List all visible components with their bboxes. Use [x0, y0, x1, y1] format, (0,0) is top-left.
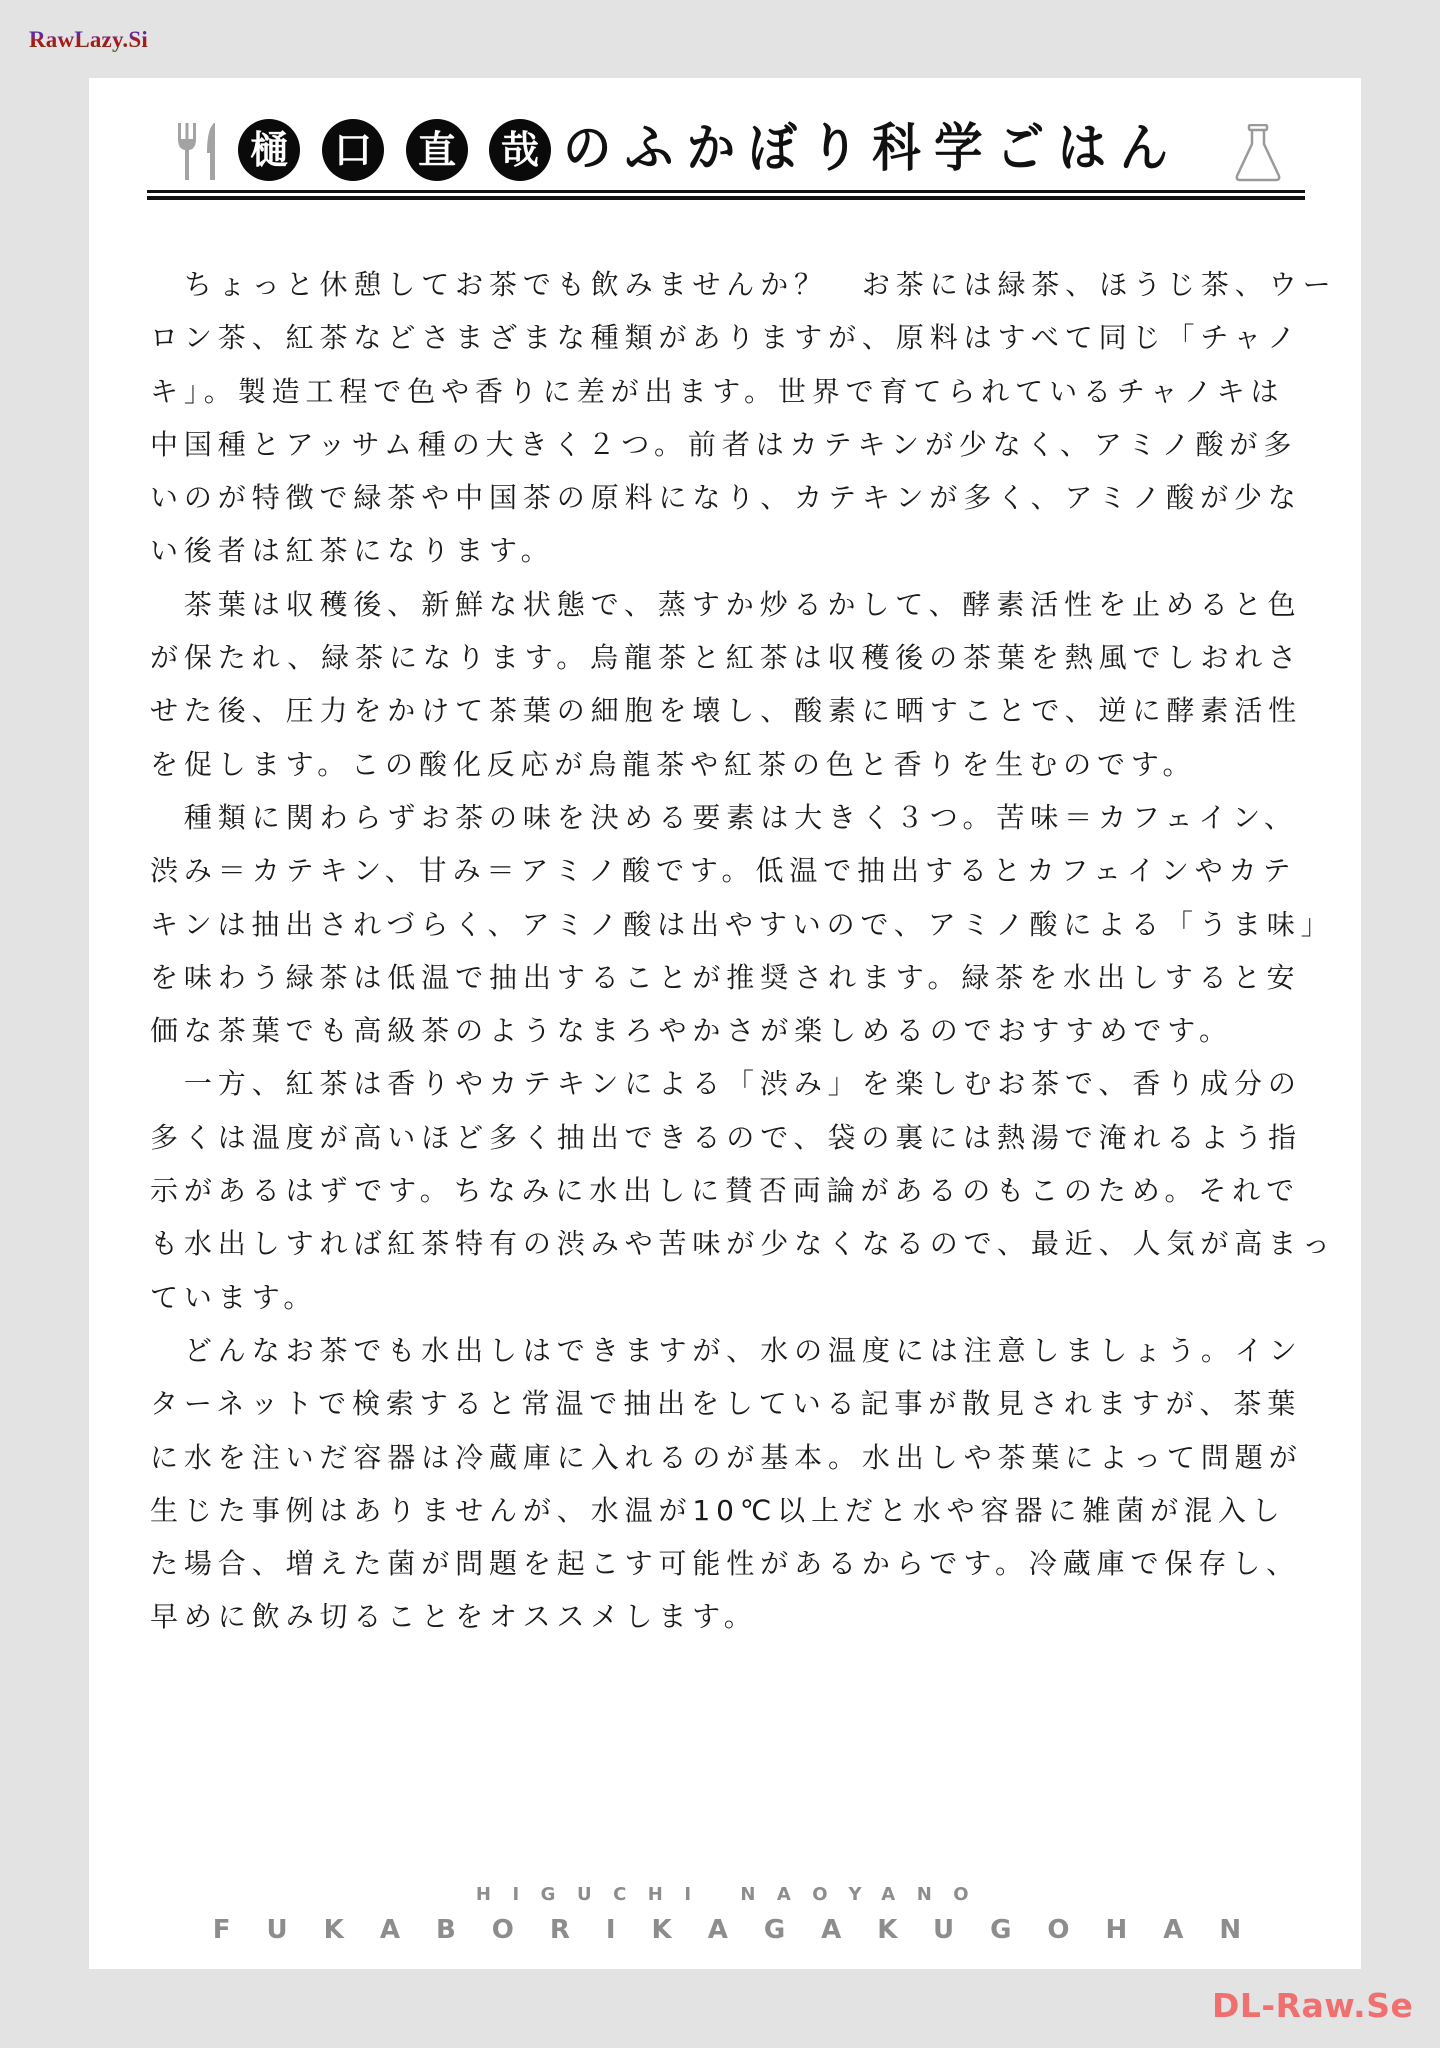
text-line: どんなお茶でも水出しはできますが、水の温度には注意しましょう。イン [150, 1333, 1303, 1367]
text-line: を促します。この酸化反応が烏龍茶や紅茶の色と香りを生むのです。 [150, 747, 1197, 781]
text-line: 生じた事例はありませんが、水温が10℃以上だと水や容器に雑菌が混入し [150, 1493, 1286, 1527]
text-line: いのが特徴で緑茶や中国茶の原料になり、カテキンが多く、アミノ酸が少な [150, 481, 1302, 515]
author-char-circle: 哉 [489, 119, 551, 181]
text-line: が保たれ、緑茶になります。烏龍茶と紅茶は収穫後の茶葉を熱風でしおれさ [150, 641, 1303, 675]
flask-icon [1234, 124, 1282, 182]
author-char-circle: 樋 [238, 119, 300, 181]
text-line: 早めに飲み切ることをオススメします。 [150, 1600, 758, 1634]
text-line: 一方、紅茶は香りやカテキンによる「渋み」を楽しむお茶で、香り成分の [150, 1067, 1302, 1101]
watermark-bottom-right: DL-Raw.Se [1212, 1986, 1414, 2025]
text-line: 多くは温度が高いほど多く抽出できるので、袋の裏には熱湯で淹れるよう指 [150, 1120, 1303, 1154]
column-title: のふかぼり科学ごはん [563, 119, 1182, 179]
footer-romaji-line1: HIGUCHI NAOYANO [475, 1884, 991, 1905]
text-line: 茶葉は収穫後、新鮮な状態で、蒸すか炒るかして、酵素活性を止めると色 [150, 587, 1302, 621]
text-line: 渋み＝カテキン、甘み＝アミノ酸です。低温で抽出するとカフェインやカテ [150, 854, 1297, 888]
column-header [89, 78, 1361, 278]
text-line: い後者は紅茶になります。 [150, 534, 555, 568]
text-line: 種類に関わらずお茶の味を決める要素は大きく３つ。苦味＝カフェイン、 [150, 800, 1298, 834]
text-line: ロン茶、紅茶などさまざまな種類がありますが、原料はすべて同じ「チャノ [150, 321, 1302, 355]
text-line: 中国種とアッサム種の大きく２つ。前者はカテキンが少なく、アミノ酸が多 [150, 427, 1298, 461]
author-char-circle: 口 [322, 119, 384, 181]
article-page [89, 78, 1361, 1969]
text-line: を味わう緑茶は低温で抽出することが推奨されます。緑茶を水出しすると安 [150, 960, 1301, 994]
article-body [150, 258, 1337, 1644]
text-line: せた後、圧力をかけて茶葉の細胞を壊し、酸素に晒すことで、逆に酵素活性 [150, 694, 1303, 728]
footer-romaji-line2: FUKABORIKAGAKUGOHAN [212, 1915, 1278, 1945]
text-line: キ」。製造工程で色や香りに差が出ます。世界で育てられているチャノキは [150, 374, 1285, 408]
text-line: に水を注いだ容器は冷蔵庫に入れるのが基本。水出しや茶葉によって問題が [150, 1440, 1303, 1474]
text-line: ちょっと休憩してお茶でも飲みませんか？ お茶には緑茶、ほうじ茶、ウー [150, 268, 1337, 301]
knife-icon [206, 123, 216, 180]
text-line: た場合、増えた菌が問題を起こす可能性があるからです。冷蔵庫で保存し、 [150, 1547, 1301, 1581]
text-line: も水出しすれば紅茶特有の渋みや苦味が少なくなるので、最近、人気が高まっ [150, 1227, 1336, 1261]
fork-icon [177, 123, 197, 180]
watermark-top-left: RawLazy.Si [29, 27, 148, 52]
header-rule [147, 190, 1305, 193]
text-line: ターネットで検索すると常温で抽出をしている記事が散見されますが、茶葉 [150, 1387, 1302, 1421]
text-line: ています。 [150, 1280, 318, 1314]
author-char-circle: 直 [406, 119, 468, 181]
text-line: 価な茶葉でも高級茶のようなまろやかさが楽しめるのでおすすめです。 [150, 1014, 1233, 1048]
text-line: キンは抽出されづらく、アミノ酸は出やすいので、アミノ酸による「うま味」 [150, 907, 1335, 941]
text-line: 示があるはずです。ちなみに水出しに賛否両論があるのもこのため。それで [150, 1174, 1301, 1208]
header-rule [147, 196, 1305, 200]
